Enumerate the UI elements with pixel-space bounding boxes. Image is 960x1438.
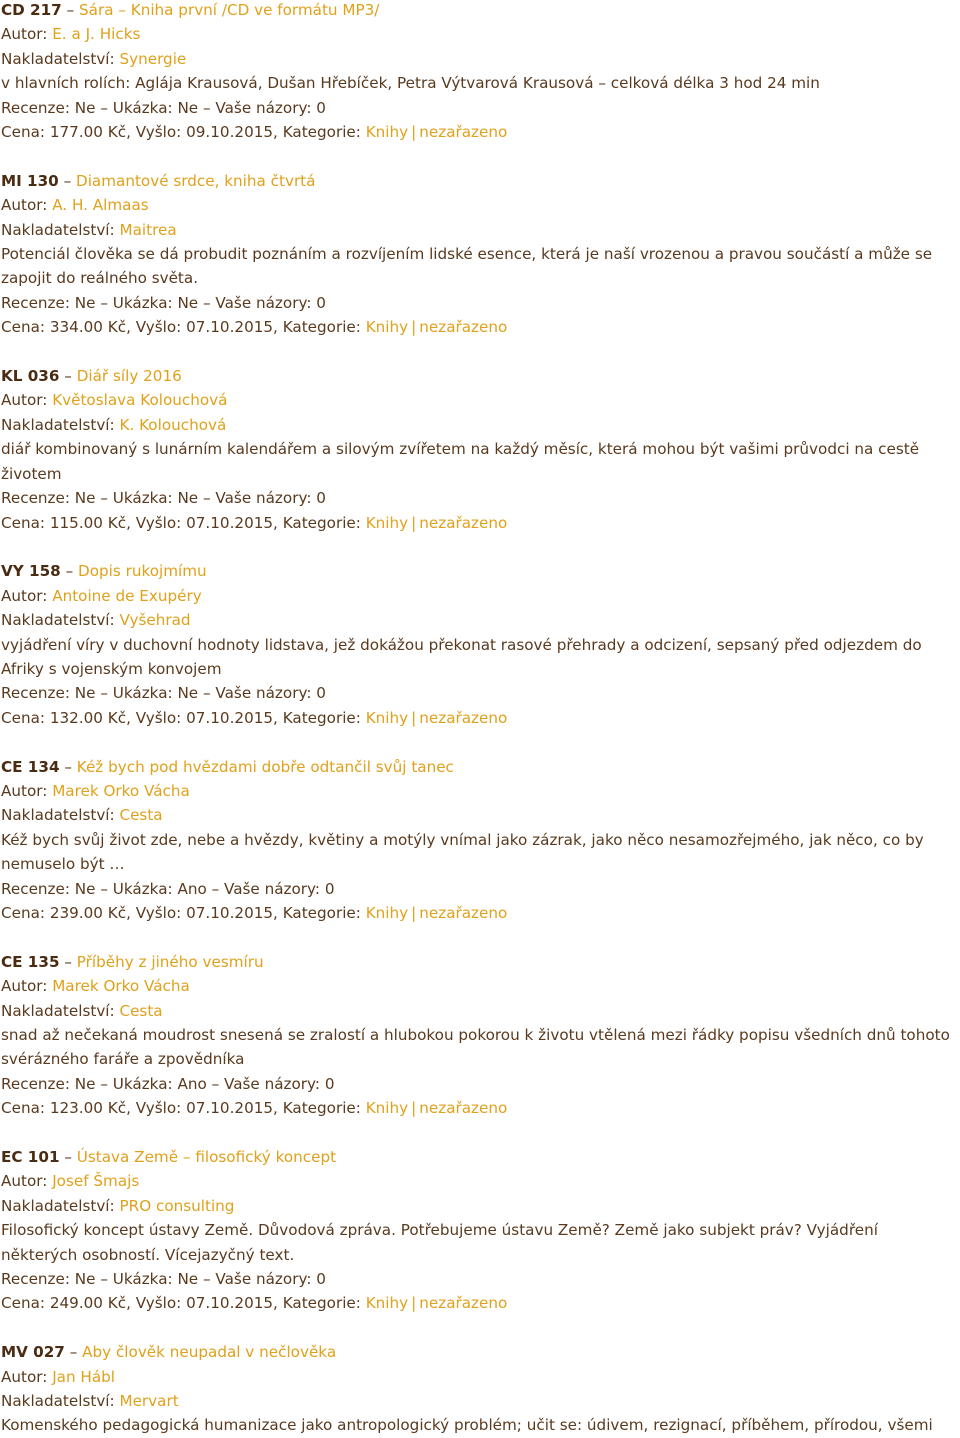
category-link-unsorted[interactable]: nezařazeno <box>419 1099 508 1118</box>
price-label: Cena: <box>1 1294 45 1313</box>
author-label: Autor: <box>1 1172 48 1191</box>
category-label: Kategorie: <box>282 708 361 727</box>
price-row <box>1 706 960 730</box>
author-link[interactable]: Antoine de Exupéry <box>52 586 202 605</box>
author-label: Autor: <box>1 1367 48 1386</box>
author-link[interactable]: A. H. Almaas <box>52 196 149 215</box>
category-link-books[interactable]: Knihy <box>365 513 409 532</box>
author-row <box>1 584 960 608</box>
category-link-unsorted[interactable]: nezařazeno <box>419 708 508 727</box>
price-value: 123.00 Kč, Vyšlo: 07.10.2015, <box>49 1099 278 1118</box>
review-info: Recenze: Ne – Ukázka: Ne – Vaše názory: 0 <box>1 489 326 508</box>
list-item <box>1 0 960 144</box>
product-title-link[interactable]: Diář síly 2016 <box>76 367 182 386</box>
price-label: Cena: <box>1 708 45 727</box>
product-title-link[interactable]: Příběhy z jiného vesmíru <box>76 952 264 971</box>
dash: – <box>65 562 74 581</box>
dash: – <box>63 171 72 190</box>
list-item <box>1 364 960 535</box>
category-label: Kategorie: <box>282 1294 361 1313</box>
author-row <box>1 22 960 46</box>
list-item <box>1 169 960 340</box>
category-separator: | <box>411 903 417 922</box>
review-info: Recenze: Ne – Ukázka: Ne – Vaše názory: 0 <box>1 684 326 703</box>
entry-heading <box>1 169 960 193</box>
author-label: Autor: <box>1 781 48 800</box>
author-link[interactable]: E. a J. Hicks <box>52 25 141 44</box>
publisher-label: Nakladatelství: <box>1 611 115 630</box>
category-separator: | <box>411 708 417 727</box>
publisher-label: Nakladatelství: <box>1 1001 115 1020</box>
publisher-row <box>1 1194 960 1218</box>
publisher-row <box>1 608 960 632</box>
author-row <box>1 1365 960 1389</box>
publisher-label: Nakladatelství: <box>1 1392 115 1411</box>
category-label: Kategorie: <box>282 903 361 922</box>
price-value: 249.00 Kč, Vyšlo: 07.10.2015, <box>49 1294 278 1313</box>
review-info: Recenze: Ne – Ukázka: Ano – Vaše názory: 0 <box>1 1074 335 1093</box>
category-label: Kategorie: <box>282 318 361 337</box>
category-link-unsorted[interactable]: nezařazeno <box>419 318 508 337</box>
description: snad až nečekaná moudrost snesená se zralostí a hlubokou pokorou k životu vtělená mezi řádky popisu všedních dnů tohoto svérázného faráře a zpovědníka <box>1 1025 950 1069</box>
description: Komenského pedagogická humanizace jako antropologický problém; učit se: údivem, rezignací, příběhem, přírodou, všemi <box>1 1416 933 1435</box>
product-title-link[interactable]: Kéž bych pod hvězdami dobře odtančil svůj tanec <box>76 757 454 776</box>
description: Kéž bych svůj život zde, nebe a hvězdy, květiny a motýly vnímal jako zázrak, jako něco nesamozřejmého, jak něco, co by nemuselo být … <box>1 830 924 874</box>
description: v hlavních rolích: Aglája Krausová, Dušan Hřebíček, Petra Výtvarová Krausová – celková délka 3 hod 24 min <box>1 74 820 93</box>
price-row <box>1 511 960 535</box>
price-value: 115.00 Kč, Vyšlo: 07.10.2015, <box>49 513 278 532</box>
entry-heading <box>1 950 960 974</box>
author-row <box>1 1169 960 1193</box>
dash: – <box>69 1343 78 1362</box>
author-label: Autor: <box>1 977 48 996</box>
entry-heading <box>1 364 960 388</box>
description: vyjádření víry v duchovní hodnoty lidstava, jež dokážou překonat rasové přehrady a odcizení, sepsaný před odjezdem do Afriky s vojenským konvojem <box>1 635 922 678</box>
author-row <box>1 779 960 803</box>
product-code: CE 134 <box>1 757 60 776</box>
product-code: CD 217 <box>1 1 62 19</box>
publisher-link[interactable]: PRO consulting <box>119 1196 235 1215</box>
publisher-link[interactable]: Cesta <box>119 806 163 825</box>
price-value: 239.00 Kč, Vyšlo: 07.10.2015, <box>49 903 278 922</box>
product-code: KL 036 <box>1 367 60 386</box>
author-label: Autor: <box>1 196 48 215</box>
product-code: VY 158 <box>1 562 61 581</box>
category-separator: | <box>411 1294 417 1313</box>
publisher-row <box>1 218 960 242</box>
review-info: Recenze: Ne – Ukázka: Ano – Vaše názory: 0 <box>1 879 335 898</box>
category-link-books[interactable]: Knihy <box>365 318 409 337</box>
price-row <box>1 1096 960 1120</box>
dash: – <box>64 367 72 386</box>
publisher-link[interactable]: Maitrea <box>119 220 177 239</box>
list-item <box>1 755 960 926</box>
product-code: MV 027 <box>1 1343 65 1362</box>
price-label: Cena: <box>1 903 45 922</box>
product-title-link[interactable]: Dopis rukojmímu <box>78 562 207 581</box>
price-label: Cena: <box>1 1099 45 1118</box>
category-label: Kategorie: <box>282 1099 361 1118</box>
publisher-label: Nakladatelství: <box>1 806 115 825</box>
product-title-link[interactable]: Diamantové srdce, kniha čtvrtá <box>76 171 316 190</box>
price-row <box>1 1291 960 1315</box>
entry-heading <box>1 1340 960 1364</box>
category-link-books[interactable]: Knihy <box>365 1294 409 1313</box>
list-item <box>1 1340 960 1438</box>
publisher-label: Nakladatelství: <box>1 49 115 68</box>
entry-heading <box>1 755 960 779</box>
author-link[interactable]: Jan Hábl <box>52 1367 116 1386</box>
price-value: 132.00 Kč, Vyšlo: 07.10.2015, <box>49 708 278 727</box>
product-code: CE 135 <box>1 952 60 971</box>
category-link-unsorted[interactable]: nezařazeno <box>419 903 508 922</box>
list-item <box>1 1145 960 1316</box>
author-link[interactable]: Marek Orko Vácha <box>52 977 190 996</box>
author-label: Autor: <box>1 391 48 410</box>
publisher-link[interactable]: K. Kolouchová <box>119 415 227 434</box>
entry-heading <box>1 0 960 22</box>
category-separator: | <box>411 318 417 337</box>
category-link-unsorted[interactable]: nezařazeno <box>419 1294 508 1313</box>
category-link-unsorted[interactable]: nezařazeno <box>419 513 508 532</box>
price-row <box>1 315 960 339</box>
author-label: Autor: <box>1 586 48 605</box>
category-separator: | <box>411 1099 417 1118</box>
price-row <box>1 120 960 144</box>
dash: – <box>64 1148 72 1166</box>
publisher-label: Nakladatelství: <box>1 415 115 434</box>
publisher-row <box>1 1389 960 1413</box>
product-code: MI 130 <box>1 171 59 190</box>
author-link[interactable]: Marek Orko Vácha <box>52 781 190 800</box>
review-info: Recenze: Ne – Ukázka: Ne – Vaše názory: 0 <box>1 1270 326 1289</box>
price-value: 334.00 Kč, Vyšlo: 07.10.2015, <box>49 318 278 337</box>
publisher-label: Nakladatelství: <box>1 220 115 239</box>
publisher-link[interactable]: Vyšehrad <box>119 611 191 630</box>
list-item <box>1 950 960 1121</box>
review-info: Recenze: Ne – Ukázka: Ne – Vaše názory: 0 <box>1 98 326 117</box>
category-label: Kategorie: <box>282 123 361 142</box>
dash: – <box>64 952 72 971</box>
category-label: Kategorie: <box>282 513 361 532</box>
review-info: Recenze: Ne – Ukázka: Ne – Vaše názory: 0 <box>1 293 326 312</box>
publisher-link[interactable]: Synergie <box>119 49 187 68</box>
publisher-row <box>1 47 960 71</box>
category-link-books[interactable]: Knihy <box>365 1099 409 1118</box>
product-title-link[interactable]: Sára – Kniha první /CD ve formátu MP3/ <box>79 1 380 19</box>
category-link-unsorted[interactable]: nezařazeno <box>419 123 508 142</box>
price-row <box>1 901 960 925</box>
publisher-link[interactable]: Mervart <box>119 1392 179 1411</box>
description: diář kombinovaný s lunárním kalendářem a silovým zvířetem na každý měsíc, která mohou být vašimi průvodci na cestě životem <box>1 440 920 483</box>
product-title-link[interactable]: Ústava Země – filosofický koncept <box>76 1148 337 1166</box>
publisher-label: Nakladatelství: <box>1 1196 115 1215</box>
price-label: Cena: <box>1 513 45 532</box>
category-link-books[interactable]: Knihy <box>365 903 409 922</box>
entry-heading <box>1 1145 960 1169</box>
entry-heading <box>1 559 960 583</box>
price-label: Cena: <box>1 318 45 337</box>
publisher-row <box>1 999 960 1023</box>
dash: – <box>64 757 72 776</box>
description: Filosofický koncept ústavy Země. Důvodová zpráva. Potřebujeme ústavu Země? Země jako subjekt práv? Vyjádření některých osobností. Vícejazyčný text. <box>1 1221 878 1264</box>
publisher-row <box>1 413 960 437</box>
author-label: Autor: <box>1 25 48 44</box>
product-code: EC 101 <box>1 1148 60 1166</box>
dash: – <box>66 1 75 19</box>
price-label: Cena: <box>1 123 45 142</box>
category-separator: | <box>411 123 417 142</box>
category-separator: | <box>411 513 417 532</box>
author-row <box>1 388 960 412</box>
price-value: 177.00 Kč, Vyšlo: 09.10.2015, <box>49 123 278 142</box>
product-title-link[interactable]: Aby člověk neupadal v nečlověka <box>82 1343 337 1362</box>
publisher-link[interactable]: Cesta <box>119 1001 163 1020</box>
description: Potenciál člověka se dá probudit poznáním a rozvíjením lidské esence, která je naší vrozenou a pravou součástí a může se zapojit do reálného světa. <box>1 245 933 288</box>
author-link[interactable]: Květoslava Kolouchová <box>52 391 228 410</box>
author-row <box>1 974 960 998</box>
author-link[interactable]: Josef Šmajs <box>52 1172 140 1191</box>
list-item <box>1 559 960 730</box>
publisher-row <box>1 803 960 827</box>
category-link-books[interactable]: Knihy <box>365 708 409 727</box>
author-row <box>1 193 960 217</box>
category-link-books[interactable]: Knihy <box>365 123 409 142</box>
